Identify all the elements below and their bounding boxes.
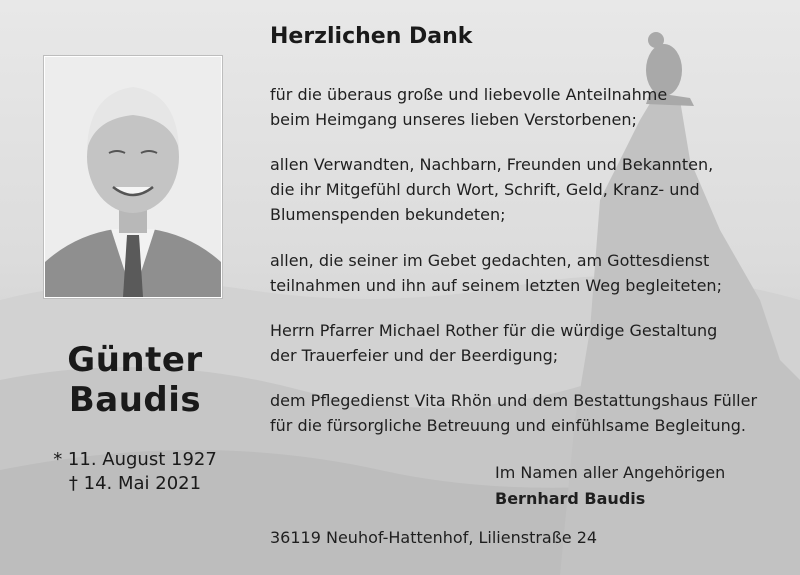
paragraph-relatives bbox=[270, 152, 780, 227]
paragraph-line: allen Verwandten, Nachbarn, Freunden und Bekannten, bbox=[270, 155, 714, 174]
paragraph-line: der Trauerfeier und der Beerdigung; bbox=[270, 346, 559, 365]
life-dates bbox=[30, 448, 240, 496]
paragraph-pastor bbox=[270, 318, 780, 368]
paragraph-line: dem Pflegedienst Vita Rhön und dem Bestattungshaus Füller bbox=[270, 391, 758, 410]
paragraph-line: teilnahmen und ihn auf seinem letzten Weg begleiteten; bbox=[270, 276, 722, 295]
paragraph-line: beim Heimgang unseres lieben Verstorbenen; bbox=[270, 110, 637, 129]
heading: Herzlichen Dank bbox=[270, 24, 473, 49]
paragraph-line: die ihr Mitgefühl durch Wort, Schrift, Geld, Kranz- und bbox=[270, 180, 700, 199]
last-name: Baudis bbox=[68, 380, 202, 420]
paragraph-care bbox=[270, 388, 780, 438]
portrait-icon bbox=[45, 57, 221, 297]
address: 36119 Neuhof-Hattenhof, Lilienstraße 24 bbox=[270, 528, 598, 547]
paragraph-line: für die überaus große und liebevolle Anteilnahme bbox=[270, 85, 668, 104]
paragraph-line: Blumenspenden bekundeten; bbox=[270, 205, 506, 224]
signature-name: Bernhard Baudis bbox=[495, 489, 646, 508]
paragraph-prayer bbox=[270, 248, 780, 298]
paragraph-sympathy bbox=[270, 82, 780, 132]
paragraph-line: allen, die seiner im Gebet gedachten, am Gottesdienst bbox=[270, 251, 710, 270]
paragraph-line: für die fürsorgliche Betreuung und einfühlsame Begleitung. bbox=[270, 416, 746, 435]
paragraph-line: Herrn Pfarrer Michael Rother für die würdige Gestaltung bbox=[270, 321, 718, 340]
deceased-name bbox=[20, 340, 250, 420]
signature-block bbox=[495, 460, 725, 512]
death-date: † 14. Mai 2021 bbox=[68, 473, 202, 494]
signature-intro: Im Namen aller Angehörigen bbox=[495, 463, 726, 482]
birth-date: * 11. August 1927 bbox=[53, 449, 217, 470]
first-name: Günter bbox=[67, 340, 203, 380]
portrait-photo bbox=[44, 56, 222, 298]
